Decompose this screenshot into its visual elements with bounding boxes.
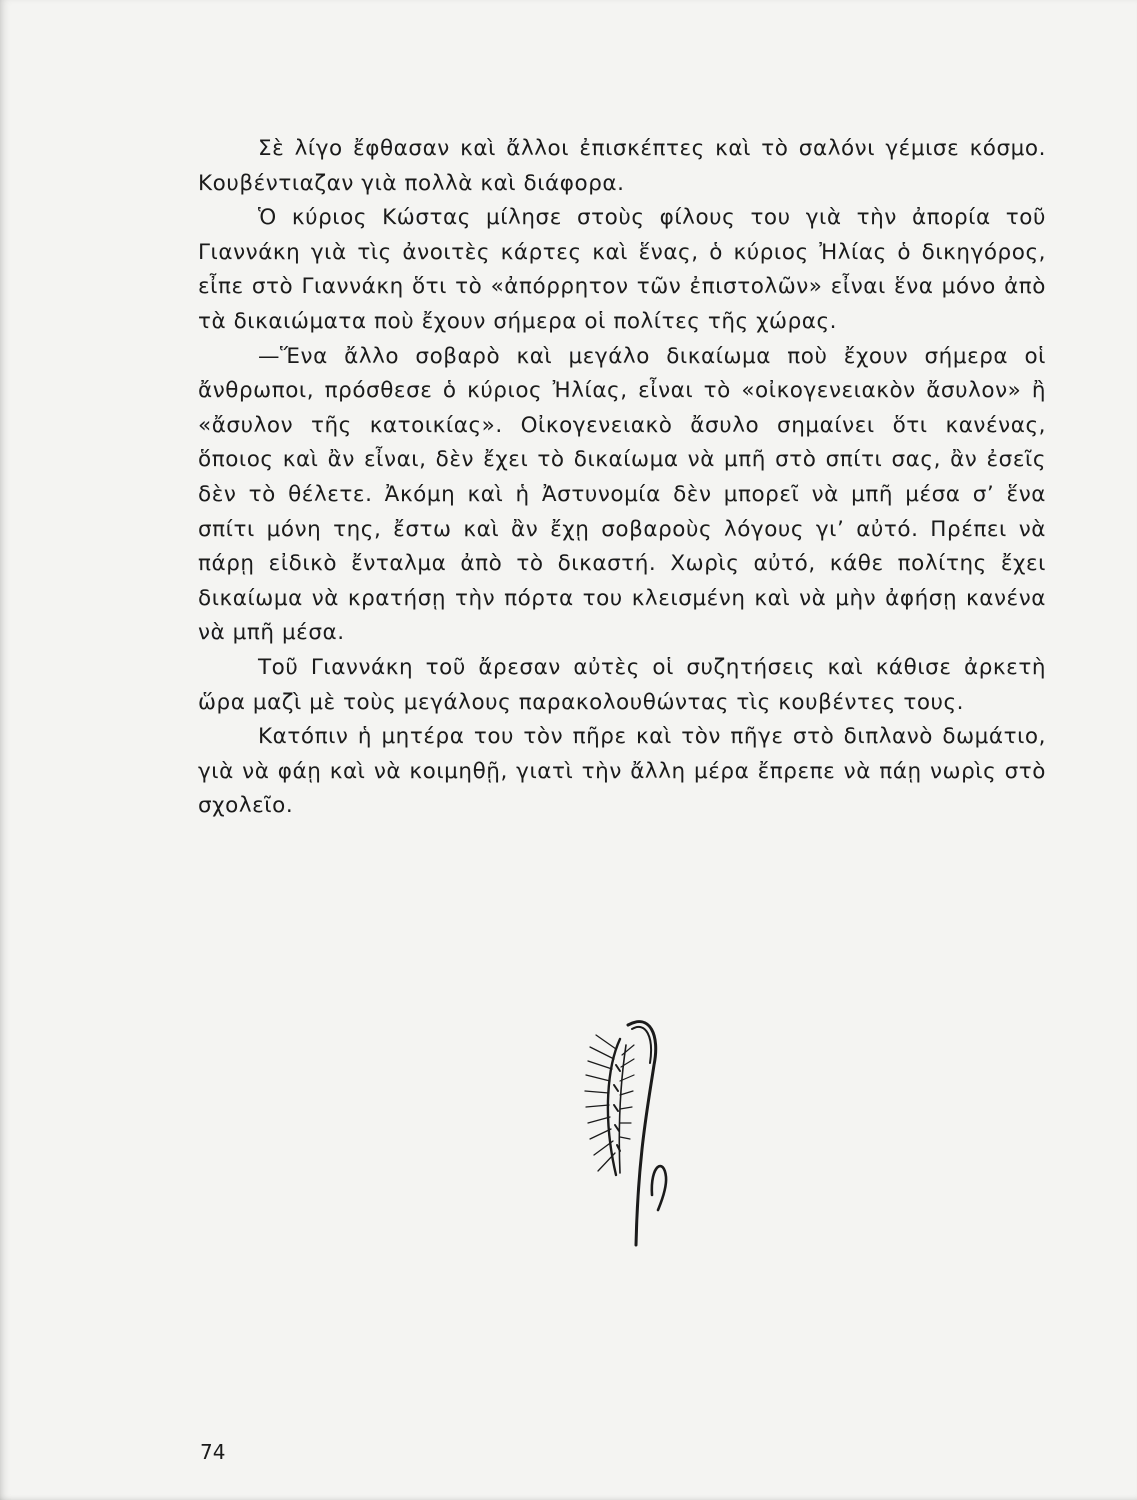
paragraph: Ὁ κύριος Κώστας μίλησε στοὺς φίλους του γιὰ τὴν ἀπορία τοῦ Γιαννάκη γιὰ τὶς ἀνοιτὲς κάρτες καὶ ἕνας, ὁ κύριος Ἠλίας ὁ δικηγόρος, εἶπε στὸ Γιαννάκη ὅτι τὸ «ἀπόρρητον τῶν ἐπιστολῶν» εἶναι ἕνα μόνο ἀπὸ τὰ δικαιώματα ποὺ ἔχουν σήμερα οἱ πολίτες τῆς χώρας. [198,205,1046,334]
paragraph: Τοῦ Γιαννάκη τοῦ ἄρεσαν αὐτὲς οἱ συζητήσεις καὶ κάθισε ἀρκετὴ ὥρα μαζὶ μὲ τοὺς μεγάλους παρακολουθώντας τὶς κουβέντες τους. [198,654,1046,715]
page-number: 74 [200,1440,226,1464]
wheat-ears-icon [580,1005,670,1250]
paragraph: Κατόπιν ἡ μητέρα του τὸν πῆρε καὶ τὸν πῆγε στὸ διπλανὸ δωμάτιο, γιὰ νὰ φάῃ καὶ νὰ κοιμηθῇ, γιατὶ τὴν ἄλλη μέρα ἔπρεπε νὰ πάῃ νωρὶς στὸ σχολεῖο. [198,724,1046,819]
paragraph: Σὲ λίγο ἔφθασαν καὶ ἄλλοι ἐπισκέπτες καὶ τὸ σαλόνι γέμισε κόσμο. Κουβέντιαζαν γιὰ πολλὰ καὶ διάφορα. [198,136,1046,196]
body-text [198,132,1046,824]
paragraph: —Ἕνα ἄλλο σοβαρὸ καὶ μεγάλο δικαίωμα ποὺ ἔχουν σήμερα οἱ ἄνθρωποι, πρόσθεσε ὁ κύριος Ἠλίας, εἶναι τὸ «οἰκογενειακὸν ἄσυλον» ἢ «ἄσυλον τῆς κατοικίας». Οἰκογενειακὸ ἄσυλο σημαίνει ὅτι κανένας, ὅποιος καὶ ἂν εἶναι, δὲν ἔχει τὸ δικαίωμα νὰ μπῆ στὸ σπίτι σας, ἂν ἐσεῖς δὲν τὸ θέλετε. Ἀκόμη καὶ ἡ Ἀστυνομία δὲν μπορεῖ νὰ μπῆ μέσα σ’ ἕνα σπίτι μόνη της, ἔστω καὶ ἂν ἔχῃ σοβαροὺς λόγους γι’ αὐτό. Πρέπει νὰ πάρῃ εἰδικὸ ἔνταλμα ἀπὸ τὸ δικαστή. Χωρὶς αὐτό, κάθε πολίτης ἔχει δικαίωμα νὰ κρατήσῃ τὴν πόρτα του κλεισμένη καὶ νὰ μὴν ἀφήσῃ κανένα νὰ μπῆ μέσα. [198,343,1046,646]
